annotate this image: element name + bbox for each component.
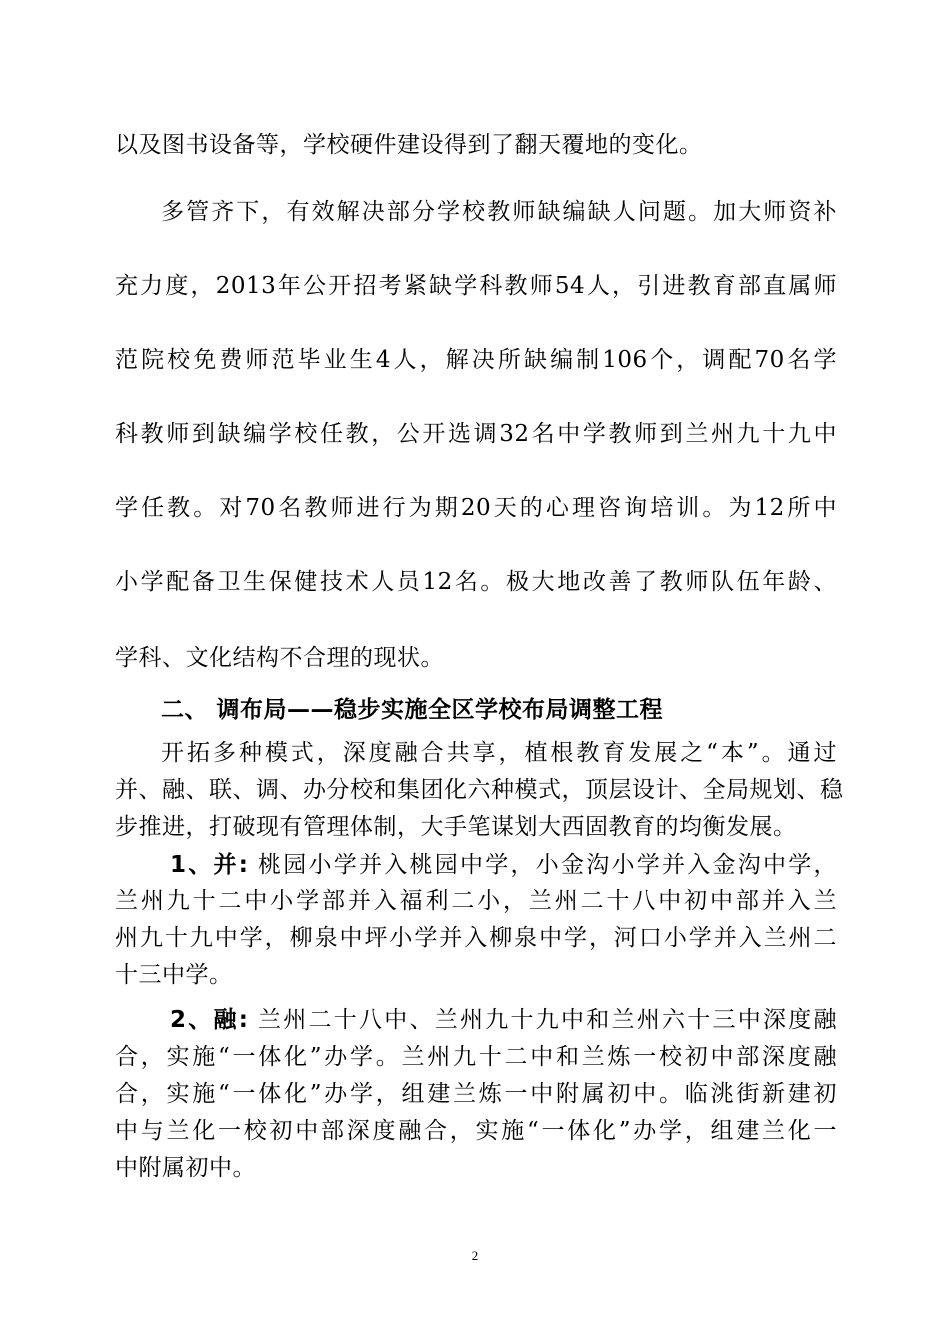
text-line: 科教师到缺编学校任教，公开选调32名中学教师到兰州九十九中 <box>115 421 837 447</box>
text-line: 以及图书设备等，学校硬件建设得到了翻天覆地的变化。 <box>115 132 703 158</box>
text-line: 小学配备卫生保健技术人员12名。极大地改善了教师队伍年龄、 <box>115 569 837 595</box>
item-label: 1、并: <box>170 852 249 878</box>
text-line: 范院校免费师范毕业生4人，解决所缺编制106个，调配70名学 <box>115 347 837 373</box>
text-line: 并、融、联、调、办分校和集团化六种模式，顶层设计、全局规划、稳 <box>115 777 844 803</box>
text-line: 多管齐下，有效解决部分学校教师缺编缺人问题。加大师资补 <box>161 199 837 225</box>
item-label: 2、融: <box>170 1007 249 1033</box>
text-line: 合，实施“一体化”办学。兰州九十二中和兰炼一校初中部深度融 <box>115 1044 837 1070</box>
list-item-2 <box>170 1005 837 1035</box>
text-line: 十三中学。 <box>115 962 233 988</box>
text-line: 中附属初中。 <box>115 1155 256 1181</box>
section-heading: 二、 调布局——稳步实施全区学校布局调整工程 <box>161 697 664 723</box>
list-item-1 <box>170 850 837 880</box>
text-line: 合，实施“一体化”办学，组建兰炼一中附属初中。临洮街新建初 <box>115 1081 837 1107</box>
page-number: 2 <box>471 1248 479 1263</box>
text-line: 兰州九十二中小学部并入福利二小，兰州二十八中初中部并入兰 <box>115 888 837 914</box>
text-line: 步推进，打破现有管理体制，大手笔谋划大西固教育的均衡发展。 <box>115 814 797 840</box>
text-line: 学任教。对70名教师进行为期20天的心理咨询培训。为12所中 <box>115 495 837 521</box>
text-line: 州九十九中学，柳泉中坪小学并入柳泉中学，河口小学并入兰州二 <box>115 925 837 951</box>
text-line: 充力度，2013年公开招考紧缺学科教师54人，引进教育部直属师 <box>115 273 837 299</box>
text-line: 开拓多种模式，深度融合共享，植根教育发展之“本”。通过 <box>161 740 837 766</box>
text-line: 中与兰化一校初中部深度融合，实施“一体化”办学，组建兰化一 <box>115 1118 837 1144</box>
text-line: 学科、文化结构不合理的现状。 <box>115 645 444 671</box>
item-text: 桃园小学并入桃园中学，小金沟小学并入金沟中学， <box>248 852 838 878</box>
item-text: 兰州二十八中、兰州九十九中和兰州六十三中深度融 <box>248 1007 838 1033</box>
